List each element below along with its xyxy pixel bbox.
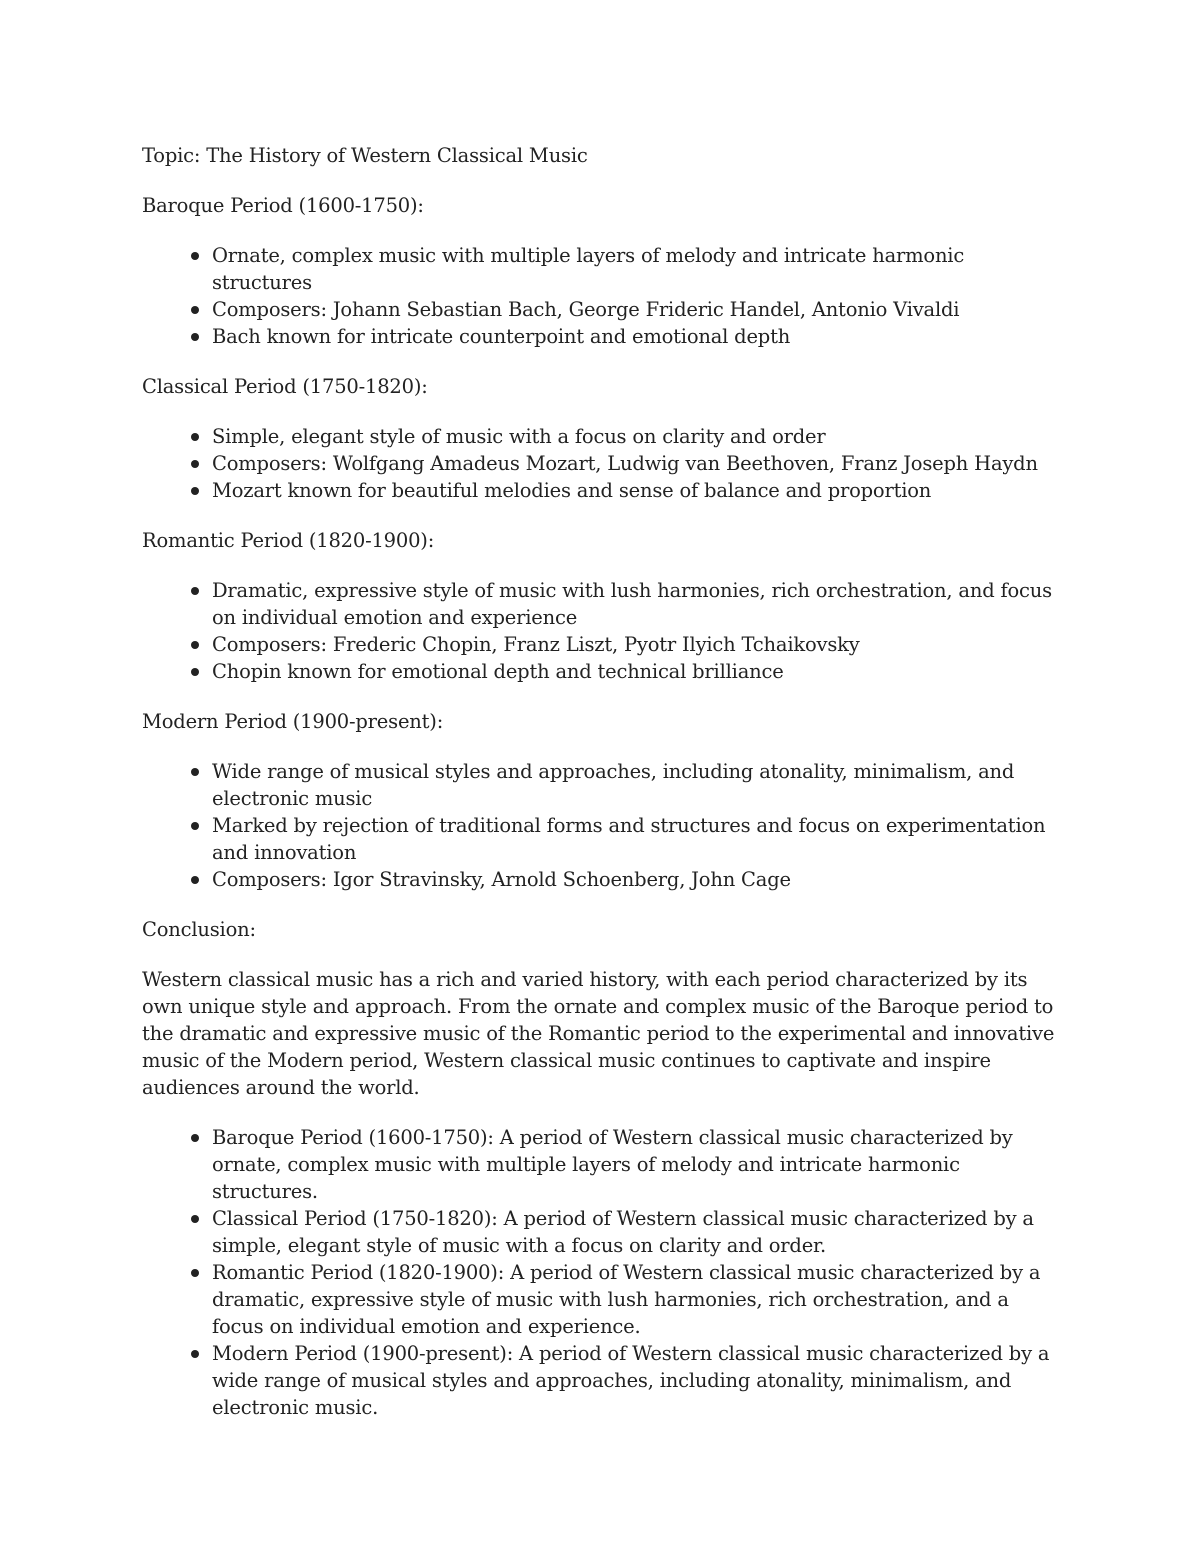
list-item: Dramatic, expressive style of music with lush harmonies, rich orchestration, and focus on individual emotion and experience <box>212 577 1062 631</box>
list-item: Mozart known for beautiful melodies and sense of balance and proportion <box>212 477 1062 504</box>
section-heading-baroque: Baroque Period (1600-1750): <box>142 194 424 217</box>
list-item: Bach known for intricate counterpoint and emotional depth <box>212 323 1062 350</box>
list-item: Composers: Frederic Chopin, Franz Liszt, Pyotr Ilyich Tchaikovsky <box>212 631 1062 658</box>
document-page <box>142 142 1062 1444</box>
bullet-list-baroque <box>142 242 1062 350</box>
list-item: Romantic Period (1820-1900): A period of Western classical music characterized by a dramatic, expressive style of music with lush harmonies, rich orchestration, and a focus on individual emotion and experience. <box>212 1259 1062 1340</box>
list-item: Classical Period (1750-1820): A period of Western classical music characterized by a simple, elegant style of music with a focus on clarity and order. <box>212 1205 1062 1259</box>
bullet-list-romantic <box>142 577 1062 685</box>
list-item: Simple, elegant style of music with a focus on clarity and order <box>212 423 1062 450</box>
topic-line: Topic: The History of Western Classical Music <box>142 144 588 167</box>
list-item: Composers: Igor Stravinsky, Arnold Schoenberg, John Cage <box>212 866 1062 893</box>
list-item: Baroque Period (1600-1750): A period of Western classical music characterized by ornate, complex music with multiple layers of melody and intricate harmonic structures. <box>212 1124 1062 1205</box>
section-heading-conclusion: Conclusion: <box>142 918 256 941</box>
bullet-list-summary <box>142 1124 1062 1421</box>
bullet-list-modern <box>142 758 1062 893</box>
list-item: Wide range of musical styles and approaches, including atonality, minimalism, and electronic music <box>212 758 1062 812</box>
list-item: Composers: Wolfgang Amadeus Mozart, Ludwig van Beethoven, Franz Joseph Haydn <box>212 450 1062 477</box>
list-item: Chopin known for emotional depth and technical brilliance <box>212 658 1062 685</box>
list-item: Ornate, complex music with multiple layers of melody and intricate harmonic structures <box>212 242 1062 296</box>
list-item: Composers: Johann Sebastian Bach, George Frideric Handel, Antonio Vivaldi <box>212 296 1062 323</box>
list-item: Marked by rejection of traditional forms and structures and focus on experimentation and innovation <box>212 812 1062 866</box>
section-heading-classical: Classical Period (1750-1820): <box>142 375 428 398</box>
conclusion-paragraph: Western classical music has a rich and varied history, with each period characterized by its own unique style and approach. From the ornate and complex music of the Baroque period to the dramatic and expressive music of the Romantic period to the experimental and innovative music of the Modern period, Western classical music continues to captivate and inspire audiences around the world. <box>142 968 1055 1099</box>
section-heading-romantic: Romantic Period (1820-1900): <box>142 529 435 552</box>
bullet-list-classical <box>142 423 1062 504</box>
list-item: Modern Period (1900-present): A period of Western classical music characterized by a wide range of musical styles and approaches, including atonality, minimalism, and electronic music. <box>212 1340 1062 1421</box>
section-heading-modern: Modern Period (1900-present): <box>142 710 444 733</box>
